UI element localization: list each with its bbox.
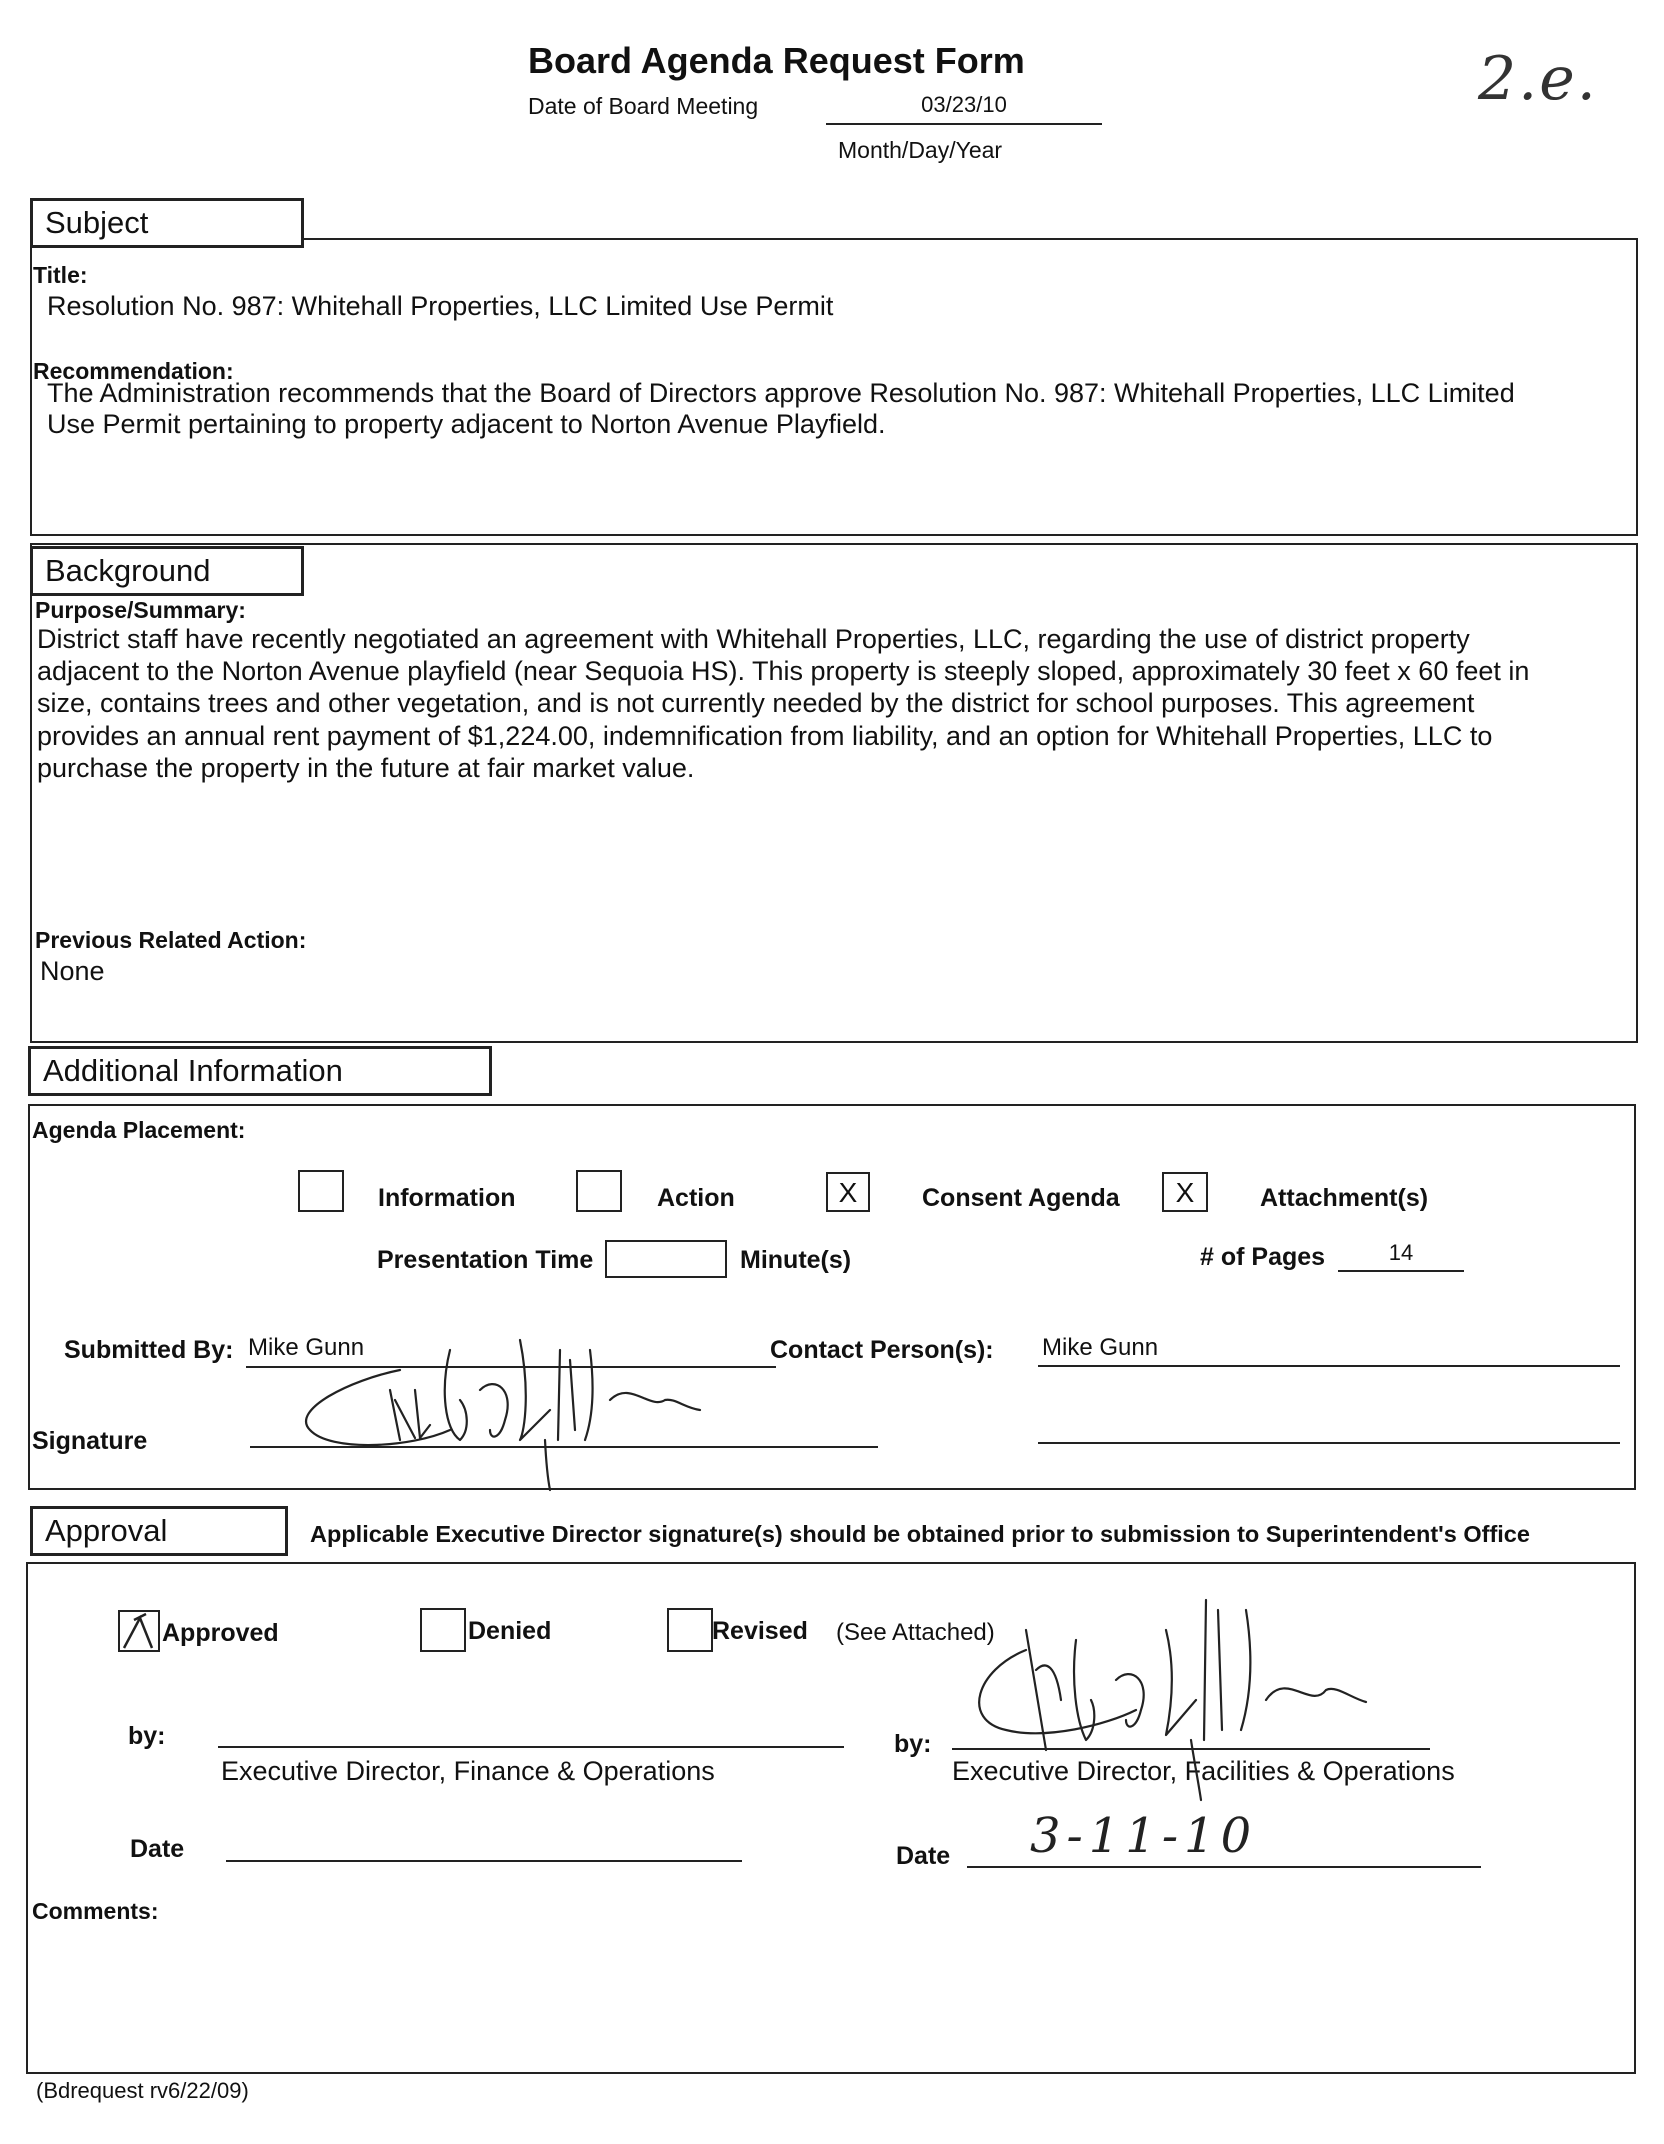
action-label: Action <box>657 1184 735 1212</box>
submitter-signature <box>290 1330 770 1490</box>
approval-section-tab: Approval <box>30 1506 288 1556</box>
attachments-label: Attachment(s) <box>1260 1184 1429 1212</box>
summary-line-5: purchase the property in the future at fair market value. <box>37 753 695 783</box>
submitted-by-value: Mike Gunn <box>248 1334 365 1361</box>
approved-label: Approved <box>162 1619 279 1647</box>
pages-label: # of Pages <box>1200 1243 1326 1271</box>
facilities-signature <box>966 1590 1436 1800</box>
revised-label: Revised <box>712 1617 808 1645</box>
date-label-left: Date <box>130 1835 185 1863</box>
contact-person-underline <box>1038 1365 1620 1367</box>
recommendation-line-1: The Administration recommends that the Board of Directors approve Resolution No. 987: Whitehall Properties, LLC Limited <box>47 378 1515 408</box>
by-label-right: by: <box>894 1730 932 1758</box>
previous-action-label: Previous Related Action: <box>35 927 307 953</box>
attachments-checkbox[interactable]: X <box>1162 1172 1208 1212</box>
additional-info-section-tab: Additional Information <box>28 1046 492 1096</box>
subject-title: Resolution No. 987: Whitehall Properties, LLC Limited Use Permit <box>47 291 834 321</box>
title-label: Title: <box>33 262 88 288</box>
by-label-left: by: <box>128 1722 166 1750</box>
submitted-by-label: Submitted By: <box>64 1336 234 1364</box>
recommendation-line-2: Use Permit pertaining to property adjacent to Norton Avenue Playfield. <box>47 409 886 439</box>
subject-section-tab: Subject <box>30 198 304 248</box>
revised-checkbox[interactable] <box>667 1608 713 1652</box>
facilities-date-value: 3-11-10 <box>1030 1808 1258 1864</box>
summary-line-4: provides an annual rent payment of $1,224.00, indemnification from liability, and an option for Whitehall Properties, LLC to <box>37 721 1493 751</box>
comments-label: Comments: <box>32 1898 159 1924</box>
presentation-time-label: Presentation Time <box>377 1246 594 1274</box>
summary-line-2: adjacent to the Norton Avenue playfield (near Sequoia HS). This property is steeply sloped, approximately 30 feet x 60 feet in <box>37 656 1530 686</box>
recommendation-label: Recommendation: <box>33 358 234 384</box>
date-format-hint: Month/Day/Year <box>838 137 1003 163</box>
information-checkbox[interactable] <box>298 1170 344 1212</box>
denied-label: Denied <box>468 1617 552 1645</box>
additional-info-section-box <box>28 1104 1636 1490</box>
meeting-date-underline <box>826 123 1102 125</box>
minutes-label: Minute(s) <box>740 1246 852 1274</box>
signature-label: Signature <box>32 1427 148 1455</box>
pages-underline <box>1338 1270 1464 1272</box>
approved-check-mark <box>118 1610 160 1652</box>
approval-instruction: Applicable Executive Director signature(s) should be obtained prior to submission to Superintendent's Office <box>310 1521 1530 1547</box>
contact-person-value: Mike Gunn <box>1042 1334 1159 1361</box>
summary-line-3: size, contains trees and other vegetation, and is not currently needed by the district for school purposes. This agreement <box>37 688 1475 718</box>
finance-date-line <box>226 1860 742 1862</box>
see-attached-note: (See Attached) <box>836 1619 995 1646</box>
form-revision: (Bdrequest rv6/22/09) <box>36 2078 249 2103</box>
purpose-summary-label: Purpose/Summary: <box>35 597 246 623</box>
background-section-tab: Background <box>30 546 304 596</box>
information-label: Information <box>378 1184 516 1212</box>
handwritten-item-number: 2.e. <box>1478 44 1598 114</box>
approved-checkbox[interactable] <box>118 1610 160 1652</box>
date-label-right: Date <box>896 1842 951 1870</box>
meeting-date-value: 03/23/10 <box>921 92 1007 117</box>
action-checkbox[interactable] <box>576 1170 622 1212</box>
form-title: Board Agenda Request Form <box>528 40 1025 81</box>
finance-signature-line <box>218 1746 844 1748</box>
facilities-date-line <box>967 1866 1481 1868</box>
denied-checkbox[interactable] <box>420 1608 466 1652</box>
contact-signature-line <box>1038 1442 1620 1444</box>
contact-person-label: Contact Person(s): <box>770 1336 994 1364</box>
background-section-box <box>30 543 1638 1043</box>
meeting-date-label: Date of Board Meeting <box>528 93 759 119</box>
finance-director-title: Executive Director, Finance & Operations <box>221 1756 715 1786</box>
summary-line-1: District staff have recently negotiated an agreement with Whitehall Properties, LLC, regarding the use of district property <box>37 624 1470 654</box>
facilities-director-title: Executive Director, Facilities & Operations <box>952 1756 1455 1786</box>
pages-value: 14 <box>1388 1240 1414 1265</box>
consent-agenda-checkbox[interactable]: X <box>826 1172 870 1212</box>
previous-action-value: None <box>40 956 105 986</box>
consent-agenda-label: Consent Agenda <box>922 1184 1120 1212</box>
presentation-time-input[interactable] <box>605 1240 727 1278</box>
agenda-placement-label: Agenda Placement: <box>32 1117 246 1143</box>
